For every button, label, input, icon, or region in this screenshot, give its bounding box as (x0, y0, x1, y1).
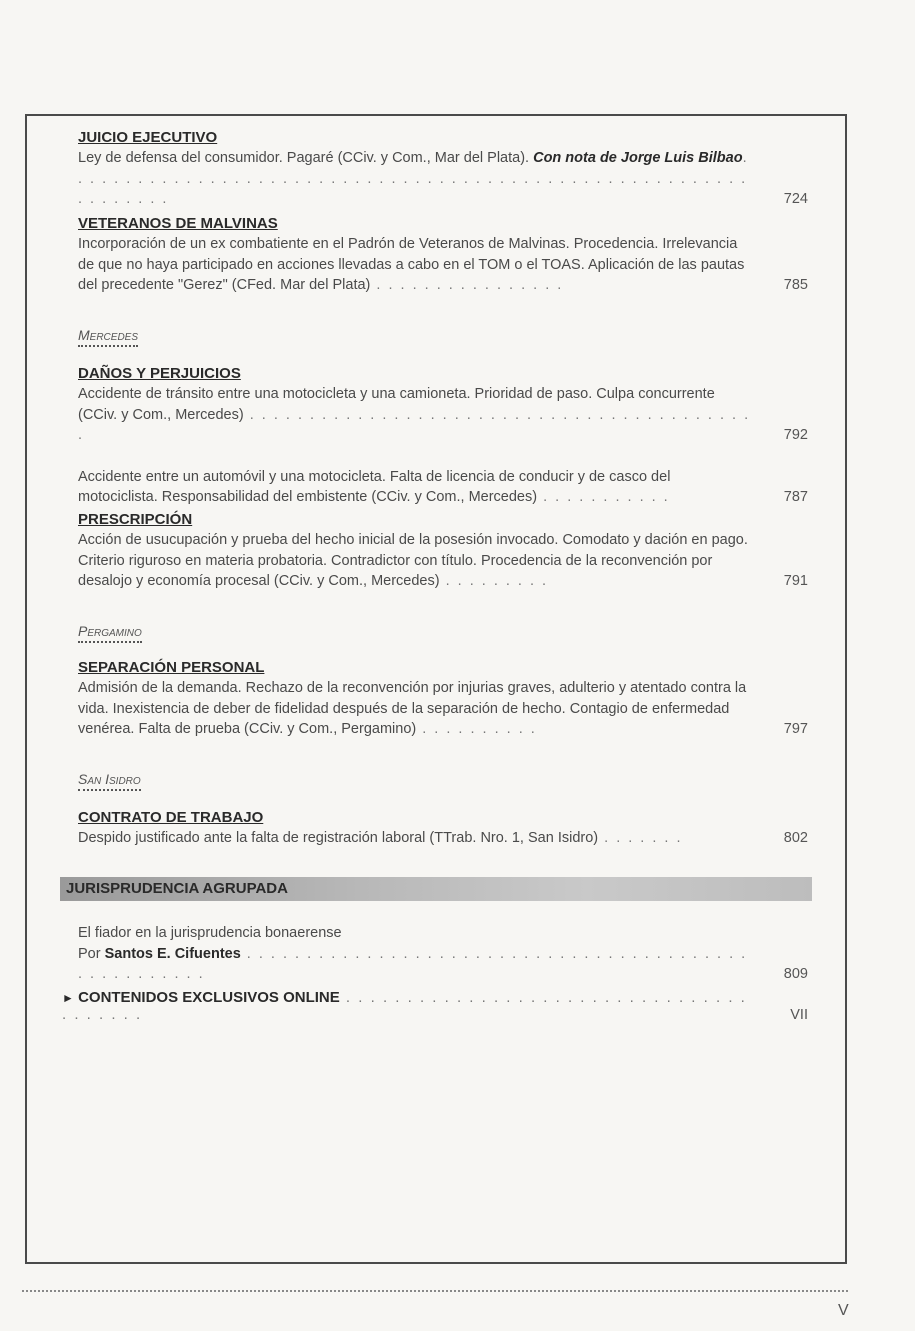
section-contrato (78, 808, 808, 849)
exclusive-label: CONTENIDOS EXCLUSIVOS ONLINE (78, 989, 340, 1006)
page-number: 797 (783, 721, 808, 737)
entry-text-main: Incorporación de un ex combatiente en el Padrón de Veteranos de Malvinas. Procedencia. Irrelevancia de que no haya participado en acciones llevadas a cabo en el TOM o el TOAS. Aplicación de las pautas del precedente "Gerez" (CFed. Mar del Plata) (78, 236, 745, 293)
entry-text (78, 467, 754, 508)
page-number: VII (790, 1007, 808, 1023)
entry-text (78, 678, 754, 740)
entry (78, 923, 808, 985)
exclusive-online-link[interactable] (62, 989, 808, 1023)
leader-dots: . . . . . . . . . (439, 573, 549, 589)
city-label: San Isidro (78, 770, 141, 791)
page-number: 785 (783, 277, 808, 293)
leader-dots: . . . . . . . . . . . . . . . . (370, 277, 564, 293)
entry-text (78, 148, 754, 210)
leader-dots: . . . . . . . . . . . . . . . . . . . . . . . . . . . . . . . . . . . . . . . . . . . . . . . . . . . . . (78, 945, 748, 982)
page-number: 791 (783, 573, 808, 589)
section-juicio-ejecutivo (78, 128, 808, 210)
leader-dots: . . . . . . . . . . . (537, 489, 670, 505)
folio: V (838, 1302, 849, 1319)
entry-note: Con nota de Jorge Luis Bilbao (533, 150, 743, 166)
leader-dots: . . . . . . . . . . . . . . . . . . . . . . . . . . . . . . . . . . . . . . . . . . . . . . . . . . . . . . . . . . . . . . . . . (78, 150, 749, 207)
section-band (60, 877, 812, 901)
section-agrupada (78, 923, 808, 985)
entry-text-main: Acción de usucupación y prueba del hecho inicial de la posesión invocado. Comodato y dación en pago. Criterio riguroso en materia probatoria. Contradictor con título. Procedencia de la reconvención por desalojo y economía procesal (CCiv. y Com., Mercedes) (78, 532, 748, 589)
entry (78, 530, 808, 592)
entry (78, 384, 808, 446)
entry-text-main: Despido justificado ante la falta de registración laboral (TTrab. Nro. 1, San Isidro) (78, 830, 599, 846)
entry-title: El fiador en la jurisprudencia bonaerense (78, 925, 342, 941)
entry-text-main: Accidente entre un automóvil y una motocicleta. Falta de licencia de conducir y de casco del motociclista. Responsabilidad del embistente (CCiv. y Com., Mercedes) (78, 468, 671, 505)
heading-separacion: SEPARACIÓN PERSONAL (78, 659, 265, 676)
section-veteranos (78, 214, 808, 296)
section-danos (78, 364, 808, 508)
heading-juicio-ejecutivo: JUICIO EJECUTIVO (78, 129, 218, 146)
entry (78, 828, 808, 849)
entry-by: Por (78, 945, 101, 962)
exclusive-text (62, 989, 754, 1023)
heading-danos: DAÑOS Y PERJUICIOS (78, 365, 241, 382)
page-number: 802 (783, 830, 808, 846)
heading-veteranos: VETERANOS DE MALVINAS (78, 215, 278, 232)
city-label: Mercedes (78, 326, 138, 347)
entry-text (78, 828, 754, 849)
entry-text-main: Ley de defensa del consumidor. Pagaré (CCiv. y Com., Mar del Plata). (78, 150, 530, 166)
entry-text (78, 530, 754, 592)
heading-prescripcion: PRESCRIPCIÓN (78, 511, 193, 528)
city-san-isidro (78, 770, 141, 791)
city-label: Pergamino (78, 622, 142, 643)
section-prescripcion (78, 510, 808, 592)
city-mercedes (78, 326, 138, 347)
leader-dots: . . . . . . . . . . . . . . . . . . . . . . . . . . . . . . . . . . . . . . . . . . . (78, 406, 751, 443)
entry (78, 148, 808, 210)
entry-text (78, 384, 754, 446)
entry (78, 234, 808, 296)
city-pergamino (78, 622, 142, 643)
entry (78, 678, 808, 740)
page-number: 787 (783, 489, 808, 505)
leader-dots: . . . . . . . . . . . . . . . . . . . . . . . . . . . . . . . . . . . . . . . . (62, 989, 747, 1023)
entry-text-main: Accidente de tránsito entre una motocicleta y una camioneta. Prioridad de paso. Culpa concurrente (CCiv. y Com., Mercedes) (78, 386, 715, 423)
section-separacion (78, 658, 808, 740)
footer-divider (22, 1290, 848, 1292)
page-number: 809 (783, 966, 808, 982)
band-label: JURISPRUDENCIA AGRUPADA (66, 880, 288, 897)
page-number: 792 (783, 427, 808, 443)
leader-dots: . . . . . . . (598, 830, 683, 846)
leader-dots: . . . . . . . . . . (416, 721, 537, 737)
entry (78, 467, 808, 508)
arrow-right-icon: ► (62, 991, 74, 1005)
entry-text (78, 923, 754, 985)
entry-text (78, 234, 754, 296)
entry-author: Santos E. Cifuentes (104, 945, 241, 962)
entry-text-main: Admisión de la demanda. Rechazo de la reconvención por injurias graves, adulterio y atentado contra la vida. Inexistencia de deber de fidelidad después de la separación de hecho. Contagio de enfermedad venérea. Falta de prueba (CCiv. y Com., Pergamino) (78, 680, 747, 737)
page-number: 724 (783, 191, 808, 207)
heading-contrato: CONTRATO DE TRABAJO (78, 809, 264, 826)
